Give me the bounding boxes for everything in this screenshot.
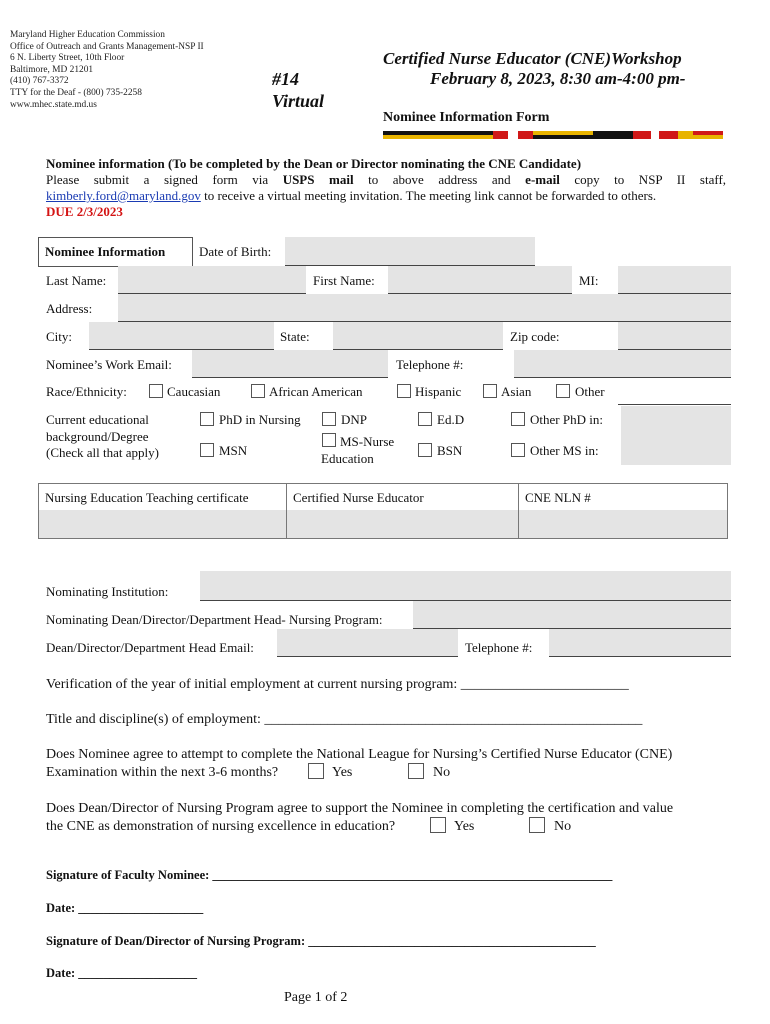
telephone-label: Telephone #: <box>396 357 464 372</box>
teaching-cert-label: Nursing Education Teaching certificate <box>45 490 249 505</box>
workshop-number-text: #14 <box>272 69 299 89</box>
race-caucasian-checkbox[interactable] <box>149 384 163 398</box>
cne-label: Certified Nurse Educator <box>293 490 424 505</box>
dean-telephone-label: Telephone #: <box>465 640 533 655</box>
faculty-date-line[interactable]: Date: ____________________ <box>46 901 204 915</box>
nln-cell <box>519 484 727 538</box>
q2-yes-label: Yes <box>454 819 475 834</box>
mi-field[interactable] <box>618 266 731 294</box>
dob-field[interactable] <box>285 237 535 266</box>
form-title: Nominee Information Form <box>383 110 550 125</box>
org-address-block <box>10 30 204 111</box>
org-line: (410) 767-3372 <box>10 76 69 87</box>
q1-text: Does Nominee agree to attempt to complete the National League for Nursing’s Certified Nurse Educator (CNE) <box>46 747 673 762</box>
instructions <box>46 156 726 220</box>
org-line: Office of Outreach and Grants Management-NSP II <box>10 41 204 52</box>
instructions-line <box>46 172 726 188</box>
teaching-cert-cell <box>39 484 287 538</box>
instructions-text: to above address and <box>353 172 526 187</box>
nominating-institution-label: Nominating Institution: <box>46 584 169 599</box>
msn-checkbox[interactable] <box>200 443 214 457</box>
due-date: DUE 2/3/2023 <box>46 204 123 219</box>
phd-checkbox[interactable] <box>200 412 214 426</box>
nominating-institution-field[interactable] <box>200 571 731 601</box>
zip-label: Zip code: <box>510 329 560 344</box>
mi-label: MI: <box>579 273 599 288</box>
q2-yes-checkbox[interactable] <box>430 817 446 833</box>
address-field[interactable] <box>118 294 731 322</box>
other-phd-checkbox[interactable] <box>511 412 525 426</box>
work-email-label: Nominee’s Work Email: <box>46 357 172 372</box>
q1-text-2: Examination within the next 3-6 months? <box>46 765 279 780</box>
last-name-field[interactable] <box>118 266 306 294</box>
dean-field[interactable] <box>413 601 731 629</box>
ms-nurse-label-2: Education <box>321 451 374 466</box>
cne-field[interactable] <box>287 510 518 538</box>
dean-email-field[interactable] <box>277 629 458 657</box>
certificates-table <box>38 483 728 539</box>
race-hispanic-checkbox[interactable] <box>397 384 411 398</box>
q1-no-label: No <box>433 765 451 780</box>
workshop-mode: Virtual <box>272 91 325 111</box>
staff-email-link[interactable]: kimberly.ford@maryland.gov <box>46 188 201 203</box>
instructions-line <box>46 188 726 204</box>
zip-field[interactable] <box>618 322 731 350</box>
q1-no-checkbox[interactable] <box>408 763 424 779</box>
edd-label: Ed.D <box>437 412 465 427</box>
org-line: TTY for the Deaf - (800) 735-2258 <box>10 87 142 98</box>
teaching-cert-field[interactable] <box>39 510 286 538</box>
instructions-text: to receive a virtual meeting invitation. The meeting link cannot be forwarded to others. <box>200 188 657 203</box>
dean-telephone-field[interactable] <box>549 629 731 657</box>
nln-field[interactable] <box>519 510 727 538</box>
bsn-label: BSN <box>437 443 463 458</box>
city-label: City: <box>46 329 73 344</box>
instructions-heading: Nominee information (To be completed by the Dean or Director nominating the CNE Candidate) <box>46 156 582 171</box>
education-label-line: background/Degree <box>46 428 149 444</box>
q1-yes-checkbox[interactable] <box>308 763 324 779</box>
phd-label: PhD in Nursing <box>219 412 301 427</box>
telephone-field[interactable] <box>514 350 731 378</box>
workshop-date: February 8, 2023, 8:30 am-4:00 pm- <box>430 69 686 88</box>
race-asian-checkbox[interactable] <box>483 384 497 398</box>
msn-label: MSN <box>219 443 248 458</box>
race-african-american-checkbox[interactable] <box>251 384 265 398</box>
other-phd-label: Other PhD in: <box>530 412 603 427</box>
org-line: 6 N. Liberty Street, 10th Floor <box>10 53 125 64</box>
cne-cell <box>287 484 519 538</box>
last-name-label: Last Name: <box>46 273 107 288</box>
org-line: Baltimore, MD 21201 <box>10 64 94 75</box>
work-email-field[interactable] <box>192 350 388 378</box>
race-other-label: Other <box>575 384 605 399</box>
dean-email-label: Dean/Director/Department Head Email: <box>46 640 254 655</box>
org-line: www.mhec.state.md.us <box>10 99 97 110</box>
race-other-field[interactable] <box>618 378 731 405</box>
instructions-text: copy to NSP II staff, <box>559 172 727 187</box>
race-african-american-label: African American <box>269 384 363 399</box>
usps-mail-text: USPS mail <box>282 172 354 187</box>
dnp-label: DNP <box>341 412 368 427</box>
maryland-flag-banner <box>383 131 723 139</box>
dean-signature-line[interactable]: Signature of Dean/Director of Nursing Program: ______________________________________________ <box>46 934 596 948</box>
other-degree-field[interactable] <box>621 406 731 465</box>
workshop-number <box>272 68 324 112</box>
faculty-signature-line[interactable]: Signature of Faculty Nominee: ________________________________________________________________ <box>46 868 613 882</box>
q2-text: Does Dean/Director of Nursing Program agree to support the Nominee in completing the certification and value <box>46 801 674 816</box>
race-caucasian-label: Caucasian <box>167 384 221 399</box>
dob-label: Date of Birth: <box>199 244 272 259</box>
ms-nurse-label: MS-Nurse <box>340 434 395 449</box>
education-label-line: (Check all that apply) <box>46 445 159 460</box>
dean-date-line[interactable]: Date: ___________________ <box>46 966 198 980</box>
race-hispanic-label: Hispanic <box>415 384 462 399</box>
edd-checkbox[interactable] <box>418 412 432 426</box>
dean-label: Nominating Dean/Director/Department Head- Nursing Program: <box>46 612 383 627</box>
other-ms-checkbox[interactable] <box>511 443 525 457</box>
q1-yes-label: Yes <box>332 765 353 780</box>
ms-nurse-checkbox[interactable] <box>322 433 336 447</box>
q2-text-2: the CNE as demonstration of nursing excellence in education? <box>46 819 396 834</box>
education-label <box>46 412 159 462</box>
email-text: e-mail <box>525 172 560 187</box>
race-label: Race/Ethnicity: <box>46 384 127 399</box>
q2-no-checkbox[interactable] <box>529 817 545 833</box>
race-asian-label: Asian <box>501 384 532 399</box>
address-label: Address: <box>46 301 93 316</box>
verification-line[interactable]: Verification of the year of initial employment at current nursing program: ________________________ <box>46 677 629 692</box>
education-label-line: Current educational <box>46 412 149 427</box>
state-field[interactable] <box>333 322 503 350</box>
nominee-info-section-label: Nominee Information <box>38 237 193 267</box>
bsn-checkbox[interactable] <box>418 443 432 457</box>
q2-no-label: No <box>554 819 572 834</box>
dnp-checkbox[interactable] <box>322 412 336 426</box>
first-name-field[interactable] <box>388 266 572 294</box>
race-other-checkbox[interactable] <box>556 384 570 398</box>
workshop-title: Certified Nurse Educator (CNE)Workshop <box>383 49 682 68</box>
org-line: Maryland Higher Education Commission <box>10 30 165 40</box>
city-field[interactable] <box>89 322 274 350</box>
nln-label: CNE NLN # <box>525 490 591 505</box>
instructions-text: Please submit a signed form via <box>46 172 283 187</box>
state-label: State: <box>280 329 310 344</box>
other-ms-label: Other MS in: <box>530 443 599 458</box>
title-discipline-line[interactable]: Title and discipline(s) of employment: ______________________________________________________ <box>46 712 643 727</box>
page-number: Page 1 of 2 <box>284 990 348 1005</box>
first-name-label: First Name: <box>313 273 375 288</box>
